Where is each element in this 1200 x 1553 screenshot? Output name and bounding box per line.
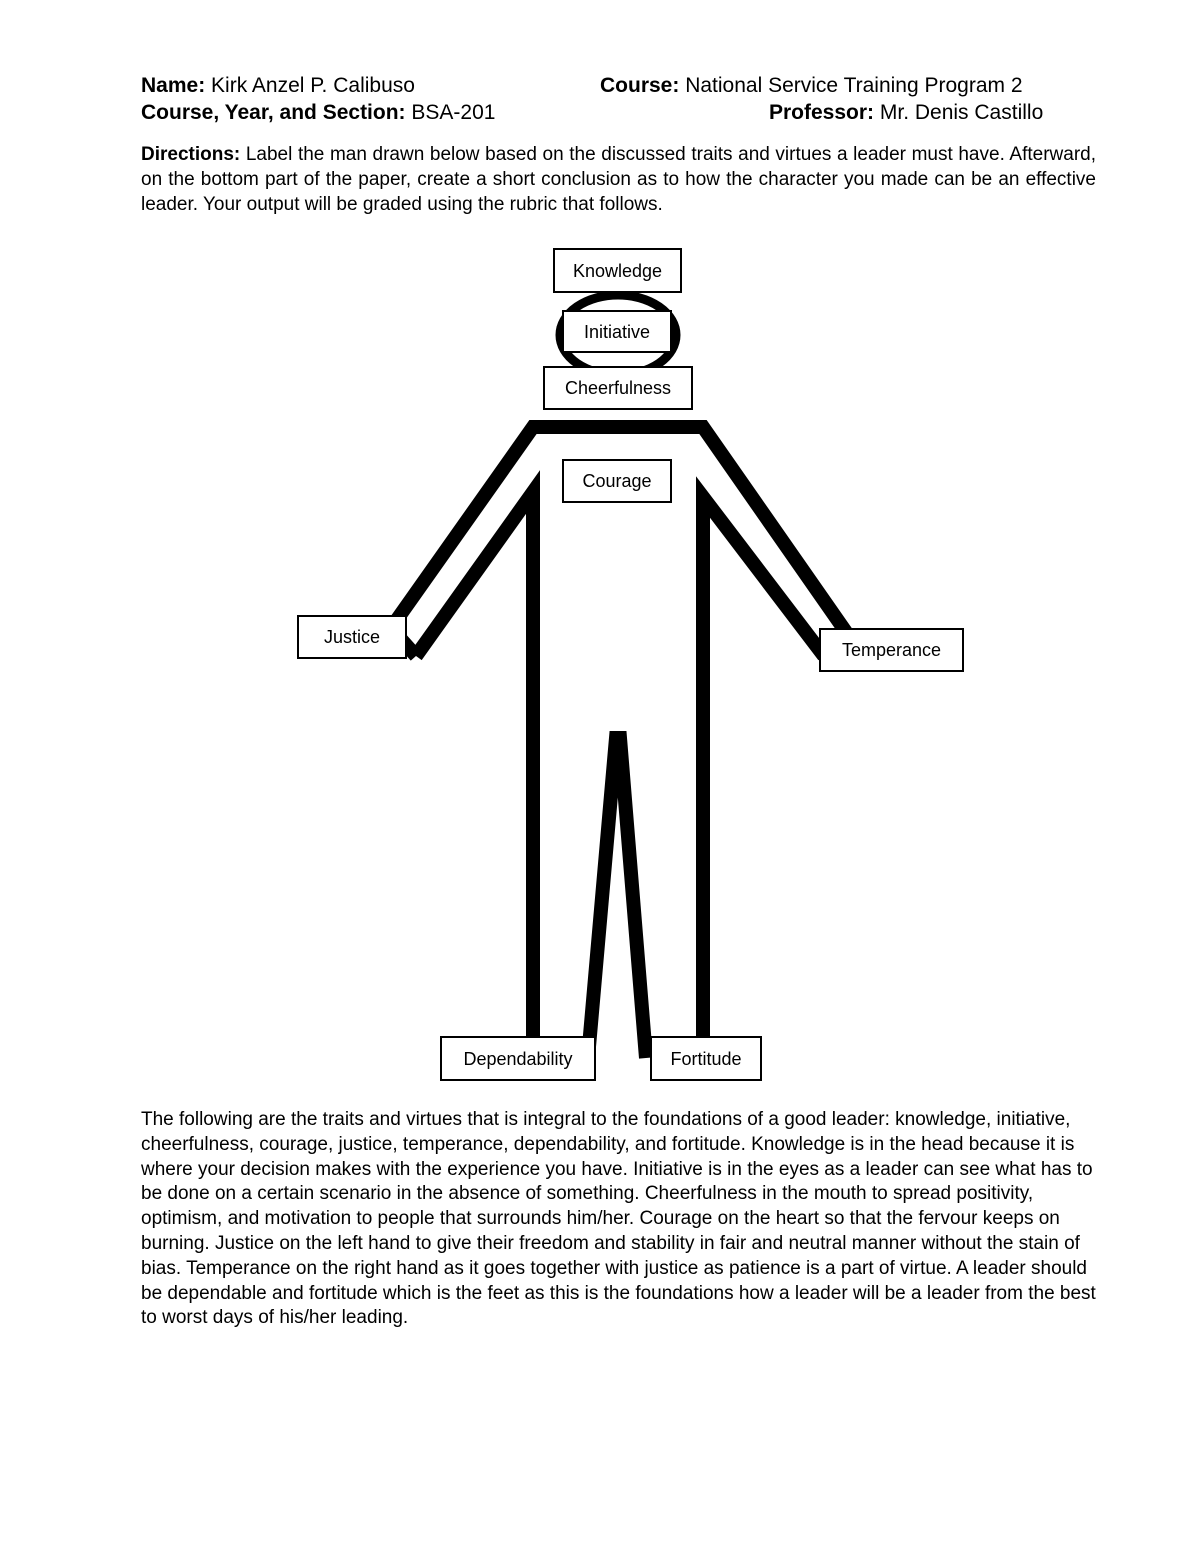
professor-label: Professor:	[769, 101, 875, 124]
label-courage: Courage	[562, 459, 672, 503]
label-knowledge: Knowledge	[553, 248, 682, 293]
section-label: Course, Year, and Section:	[141, 101, 406, 124]
directions-text: Label the man drawn below based on the discussed traits and virtues a leader must have. Afterward, on the bottom part of the paper, create a short conclusion as to how the character you made can be an effective leader. Your output will be graded using the rubric that follows.	[141, 144, 1096, 215]
label-fortitude: Fortitude	[650, 1036, 762, 1081]
course-label: Course:	[600, 74, 680, 97]
label-cheerfulness: Cheerfulness	[543, 366, 693, 410]
label-temperance: Temperance	[819, 628, 964, 672]
label-dependability: Dependability	[440, 1036, 596, 1081]
professor-value: Mr. Denis Castillo	[879, 101, 1044, 124]
directions-label: Directions:	[141, 144, 241, 165]
name-label: Name:	[141, 74, 206, 97]
name-value: Kirk Anzel P. Calibuso	[211, 74, 415, 97]
label-justice: Justice	[297, 615, 407, 659]
conclusion-paragraph: The following are the traits and virtues that is integral to the foundations of a good leader: knowledge, initiative, cheerfulness, courage, justice, temperance, dependability, and fortitude. Knowledge is in the head because it is where your decision makes with the experience you have. Initiative is in the eyes as a leader can see what has to be done on a certain scenario in the absence of something. Cheerfulness in the mouth to spread positivity, optimism, and motivation to people that surrounds him/her. Courage on the heart so that the fervour keeps on burning. Justice on the left hand to give their freedom and stability in fair and neutral manner without the stain of bias. Temperance on the right hand as it goes together with justice as patience is a part of virtue. A leader should be dependable and fortitude which is the feet as this is the foundations how a leader will be a leader from the best to worst days of his/her leading.	[141, 1109, 1096, 1329]
course-value: National Service Training Program 2	[685, 74, 1023, 97]
label-initiative: Initiative	[562, 310, 672, 353]
figure-inner-legs	[588, 738, 646, 1058]
section-value: BSA-201	[411, 101, 496, 124]
